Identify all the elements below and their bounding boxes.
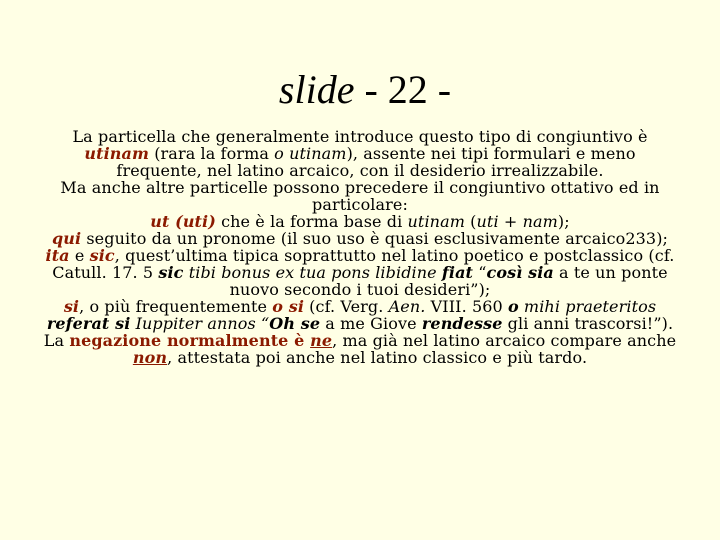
item-qui	[40, 230, 680, 247]
rendesse-example: rendesse	[421, 314, 503, 333]
utinam-term: utinam	[84, 144, 150, 163]
title-word: slide	[278, 67, 355, 112]
non-term: non	[132, 348, 168, 367]
item-si	[40, 298, 680, 332]
text: +	[498, 212, 523, 231]
o-si-term: o si	[272, 297, 304, 316]
text: , ma già nel latino arcaico compare anche	[332, 331, 677, 350]
latin-quote: Iuppiter annos “	[130, 314, 270, 333]
text: );	[557, 212, 570, 231]
text: La particella che generalmente introduce questo tipo di congiuntivo è	[72, 127, 648, 146]
text: a me Giove	[320, 314, 422, 333]
text: , attestata poi anche nel latino classico e più tardo.	[167, 348, 588, 367]
negation-term: negazione normalmente è	[69, 331, 311, 350]
fiat-example: fiat	[441, 263, 474, 282]
latin-quote: tibi bonus ex tua pons libidine	[183, 263, 442, 282]
text: che è la forma base di	[215, 212, 408, 231]
text: (rara la forma	[149, 144, 275, 163]
oh-se-example: Oh se	[269, 314, 321, 333]
text: VIII. 560	[425, 297, 508, 316]
si-term: si	[63, 297, 80, 316]
text: (cf. Verg.	[304, 297, 389, 316]
nam-term: nam	[522, 212, 558, 231]
slide-body	[40, 128, 680, 366]
aen-ref: Aen.	[388, 297, 426, 316]
text: (	[464, 212, 477, 231]
ut-uti-term: ut (uti)	[150, 212, 216, 231]
referat-example: referat	[46, 314, 110, 333]
item-ut	[40, 213, 680, 230]
text: “	[473, 263, 487, 282]
ne-term: ne	[310, 331, 333, 350]
sic-term: sic	[89, 246, 115, 265]
text: a te un ponte nuovo secondo i tuoi desideri”);	[229, 263, 668, 299]
ita-term: ita	[45, 246, 70, 265]
si-example: si	[109, 314, 131, 333]
text: La	[43, 331, 70, 350]
text: ), assente nei tipi formulari e meno frequente, nel latino arcaico, con il desiderio irrealizzabile.	[116, 144, 636, 180]
cosi-sia-example: così sia	[486, 263, 554, 282]
o-utinam-term: o utinam	[274, 144, 347, 163]
text: , quest’ultima tipica soprattutto nel latino poetico e postclassico (cf. Catull. 17. 5	[52, 246, 675, 282]
text: , o più frequentemente	[79, 297, 273, 316]
latin-quote: mihi praeteritos	[518, 297, 657, 316]
paragraph-negation	[40, 332, 680, 366]
uti-term: uti	[476, 212, 499, 231]
paragraph-intro-particles: Ma anche altre particelle possono precedere il congiuntivo ottativo ed in particolare:	[60, 178, 660, 214]
sic-example: sic	[158, 263, 184, 282]
text: e	[69, 246, 90, 265]
qui-term: qui	[51, 229, 82, 248]
o-example: o	[507, 297, 519, 316]
text: seguito da un pronome (il suo uso è quasi esclusivamente arcaico233);	[81, 229, 669, 248]
title-number: - 22 -	[354, 67, 452, 112]
item-ita-sic	[40, 247, 680, 298]
paragraph-utinam	[40, 128, 680, 179]
text: gli anni trascorsi!”).	[502, 314, 674, 333]
utinam-term: utinam	[407, 212, 465, 231]
slide-title	[0, 66, 720, 114]
